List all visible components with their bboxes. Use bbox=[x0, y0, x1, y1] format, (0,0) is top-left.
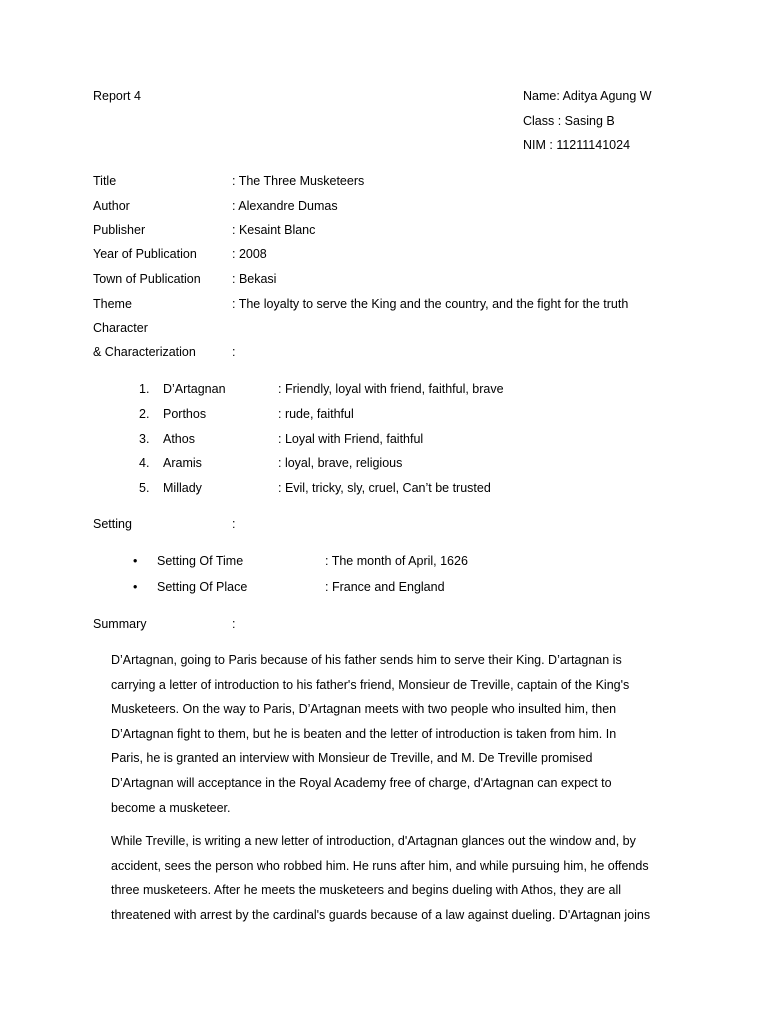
info-label-publisher: Publisher bbox=[93, 223, 146, 237]
setting-colon: : bbox=[232, 517, 236, 531]
summary-line: three musketeers. After he meets the musketeers and begins dueling with Athos, they are all bbox=[111, 883, 622, 898]
summary-paragraph-2 bbox=[111, 829, 696, 927]
setting-place-label: Setting Of Place bbox=[157, 580, 248, 594]
student-class: Class : Sasing B bbox=[523, 114, 615, 128]
character-name: Aramis bbox=[163, 456, 202, 470]
info-value-title: : The Three Musketeers bbox=[232, 174, 365, 188]
info-value-town: : Bekasi bbox=[232, 272, 277, 286]
info-label-year: Year of Publication bbox=[93, 247, 197, 261]
info-label-theme: Theme bbox=[93, 297, 132, 311]
summary-label: Summary bbox=[93, 617, 147, 631]
character-name: Athos bbox=[163, 432, 195, 446]
setting-time-value: : The month of April, 1626 bbox=[325, 554, 468, 568]
info-label-title: Title bbox=[93, 174, 117, 188]
character-name: Porthos bbox=[163, 407, 207, 421]
character-name: Millady bbox=[163, 481, 202, 495]
character-number: 5. bbox=[139, 481, 150, 495]
character-number: 4. bbox=[139, 456, 150, 470]
character-description: : rude, faithful bbox=[278, 407, 354, 421]
info-label-town: Town of Publication bbox=[93, 272, 201, 286]
summary-line: D’Artagnan will acceptance in the Royal Academy free of charge, d'Artagnan can expect to bbox=[111, 775, 612, 790]
info-value-publisher: : Kesaint Blanc bbox=[232, 223, 316, 237]
summary-paragraph-1 bbox=[111, 648, 696, 820]
character-colon: : bbox=[232, 345, 236, 359]
summary-line: accident, sees the person who robbed him. He runs after him, and while pursuing him, he offends bbox=[111, 858, 649, 873]
summary-line: D’Artagnan fight to them, but he is beaten and the letter of introduction is taken from him. In bbox=[111, 726, 617, 741]
character-number: 2. bbox=[139, 407, 150, 421]
info-label-author: Author bbox=[93, 199, 130, 213]
info-value-theme: : The loyalty to serve the King and the country, and the fight for the truth bbox=[232, 297, 629, 311]
bullet-icon: • bbox=[133, 580, 138, 594]
character-name: D’Artagnan bbox=[163, 382, 226, 396]
summary-line: carrying a letter of introduction to his father's friend, Monsieur de Treville, captain of the King's bbox=[111, 677, 630, 692]
character-number: 3. bbox=[139, 432, 150, 446]
student-name: Name: Aditya Agung W bbox=[523, 89, 652, 103]
student-nim: NIM : 11211141024 bbox=[523, 138, 631, 152]
bullet-icon: • bbox=[133, 554, 138, 568]
summary-line: Paris, he is granted an interview with Monsieur de Treville, and M. De Treville promised bbox=[111, 751, 593, 766]
character-number: 1. bbox=[139, 382, 150, 396]
character-description: : Evil, tricky, sly, cruel, Can’t be trusted bbox=[278, 481, 491, 495]
setting-place-value: : France and England bbox=[325, 580, 445, 594]
report-number: Report 4 bbox=[93, 89, 141, 103]
summary-line: While Treville, is writing a new letter of introduction, d'Artagnan glances out the window and, by bbox=[111, 834, 636, 848]
setting-time-label: Setting Of Time bbox=[157, 554, 244, 568]
character-description: : loyal, brave, religious bbox=[278, 456, 403, 470]
character-description: : Friendly, loyal with friend, faithful, brave bbox=[278, 382, 504, 396]
character-description: : Loyal with Friend, faithful bbox=[278, 432, 424, 446]
character-label-line1: Character bbox=[93, 321, 148, 335]
summary-colon: : bbox=[232, 617, 236, 631]
summary-line: threatened with arrest by the cardinal's guards because of a law against dueling. D'Artagnan joins bbox=[111, 907, 651, 922]
summary-line: D’Artagnan, going to Paris because of his father sends him to serve their King. D’artagnan is bbox=[111, 653, 622, 667]
info-value-author: : Alexandre Dumas bbox=[232, 199, 338, 213]
info-value-year: : 2008 bbox=[232, 247, 267, 261]
summary-line: become a musketeer. bbox=[111, 800, 231, 815]
character-label-line2: & Characterization bbox=[93, 345, 196, 359]
setting-label: Setting bbox=[93, 517, 132, 531]
summary-line: Musketeers. On the way to Paris, D’Artagnan meets with two people who insulted him, then bbox=[111, 702, 617, 717]
